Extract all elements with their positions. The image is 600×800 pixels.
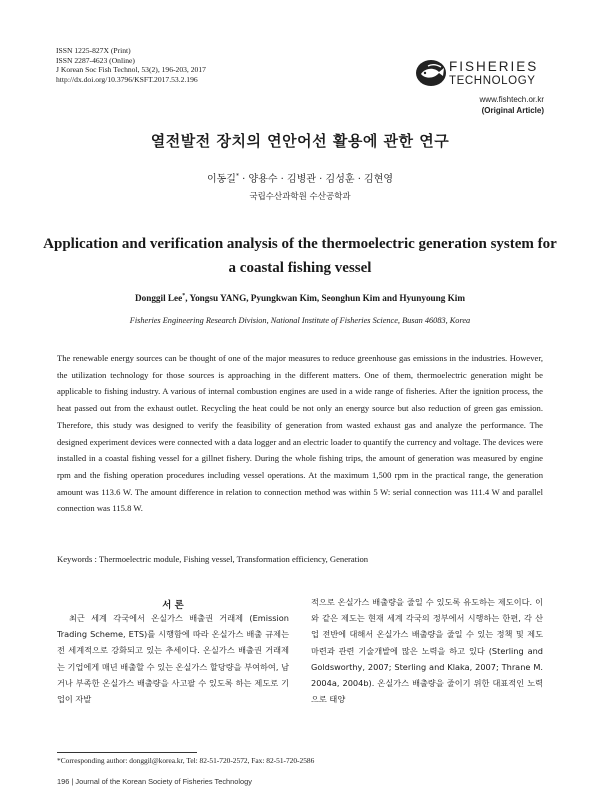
intro-left-column: 최근 세계 각국에서 온실가스 배출권 거래제 (Emission Trading Scheme, ETS)를 시행함에 따라 온실가스 배출 규제는 전 세계적으로 강화되고 있는 추세이다. 온실가스 배출권 거래제는 기업에게 매년 배출할 수 있는 온실가스 할당량을 부여하여, 남거나 부족한 온실가스 배출량을 사고팔 수 있도록 하는 제도로 기업이 자발 — [57, 613, 289, 705]
keywords: Keywords : Thermoelectric module, Fishing vessel, Transformation efficiency, Generation — [57, 554, 369, 564]
section-heading-introduction: 서 론 — [162, 600, 184, 611]
corresponding-mark-en: * — [182, 293, 186, 299]
korean-first-author: 이동길 — [206, 174, 236, 185]
doi-link[interactable]: http://dx.doi.org/10.3796/KSFT.2017.53.2.196 — [56, 74, 198, 84]
issn-print: ISSN 1225-827X (Print) — [56, 46, 131, 55]
korean-title: 열전발전 장치의 연안어선 활용에 관한 연구 — [150, 132, 450, 150]
english-title: Application and verification analysis of the thermoelectric generation system for a coastal fishing vessel — [43, 236, 557, 276]
abstract: The renewable energy sources can be thought of one of the major measures to reduce greenhouse gas emissions in the industries. However, the utilization technology for those sources is approaching in the different matters. One of them, thermoelectric generation might be applicable to fishing industry. A various of internal combustion engines are used in a wide range of fisheries. After the ignition process, the heat passed out from the exhaust outlet. Recycling the heat could be not only an energy source but also reduction of green gas emission. Therefore, this study was designed to verify the feasibility of generation from wasted exhaust gas and analyze the performance. The designed experiment devices were connected with a data logger and an electric loader to quantify the currency and voltage. The devices were installed in a coastal fishing vessel for a gillnet fishery. During the whole fishing trips, the amount of generation was measured by engine rpm and the fishing operation procedures including vessel operations. At the maximum 1,500 rpm in the practical range, the generation amount was 113.6 W. The amount difference in relation to connection method was within 5 W: serial connection was 111.4 W and parallel connection was 115.8 W. — [57, 353, 543, 514]
footer-journal: Journal of the Korean Society of Fisheries Technology — [75, 777, 252, 786]
logo-line1: FISHERIES — [449, 59, 539, 74]
fish-logo-icon — [414, 58, 448, 88]
journal-meta — [56, 46, 206, 84]
footnote-rule — [57, 752, 197, 753]
korean-authors — [0, 170, 600, 185]
intro-right-column: 적으로 온실가스 배출량을 줄일 수 있도록 유도하는 제도이다. 이와 같은 제도는 현재 세계 각국의 정부에서 시행하는 한편, 각 산업 전반에 대해서 온실가스 배출량을 줄일 수 있는 정책 및 제도 마련과 관련 기술개발에 많은 노력을 하고 있다 (Sterling and Goldsworthy, 2007; Sterling and Klaka, 2007; Thrane M. 2004a, 2004b). 온실가스 배출량을 줄이기 위한 대표적인 노력으로 태양 — [311, 597, 543, 705]
logo-line2: TECHNOLOGY — [449, 75, 536, 87]
page-number: 196 — [57, 777, 70, 786]
article-type: (Original Article) — [481, 106, 544, 115]
journal-url[interactable]: www.fishtech.or.kr — [479, 95, 544, 104]
issn-online: ISSN 2287-4623 (Online) — [56, 55, 135, 65]
korean-affiliation: 국립수산과학원 수산공학과 — [249, 192, 351, 202]
english-affiliation: Fisheries Engineering Research Division, National Institute of Fisheries Science, Busan 46083, Korea — [129, 316, 471, 325]
footer-separator: | — [71, 777, 74, 786]
citation: J Korean Soc Fish Technol, 53(2), 196-203, 2017 — [56, 65, 206, 75]
korean-other-authors: · 양용수 · 김병관 · 김성훈 · 김현영 — [242, 174, 394, 185]
english-first-author: Donggil Lee — [134, 293, 183, 304]
corresponding-footnote: *Corresponding author: donggil@korea.kr, Tel: 82-51-720-2572, Fax: 82-51-720-2586 — [57, 756, 315, 765]
corresponding-mark: * — [235, 172, 239, 180]
english-authors — [0, 293, 600, 303]
journal-logo — [414, 58, 544, 114]
english-other-authors: , Yongsu YANG, Pyungkwan Kim, Seonghun Kim and Hyunyoung Kim — [185, 293, 465, 304]
page-footer — [57, 777, 252, 786]
